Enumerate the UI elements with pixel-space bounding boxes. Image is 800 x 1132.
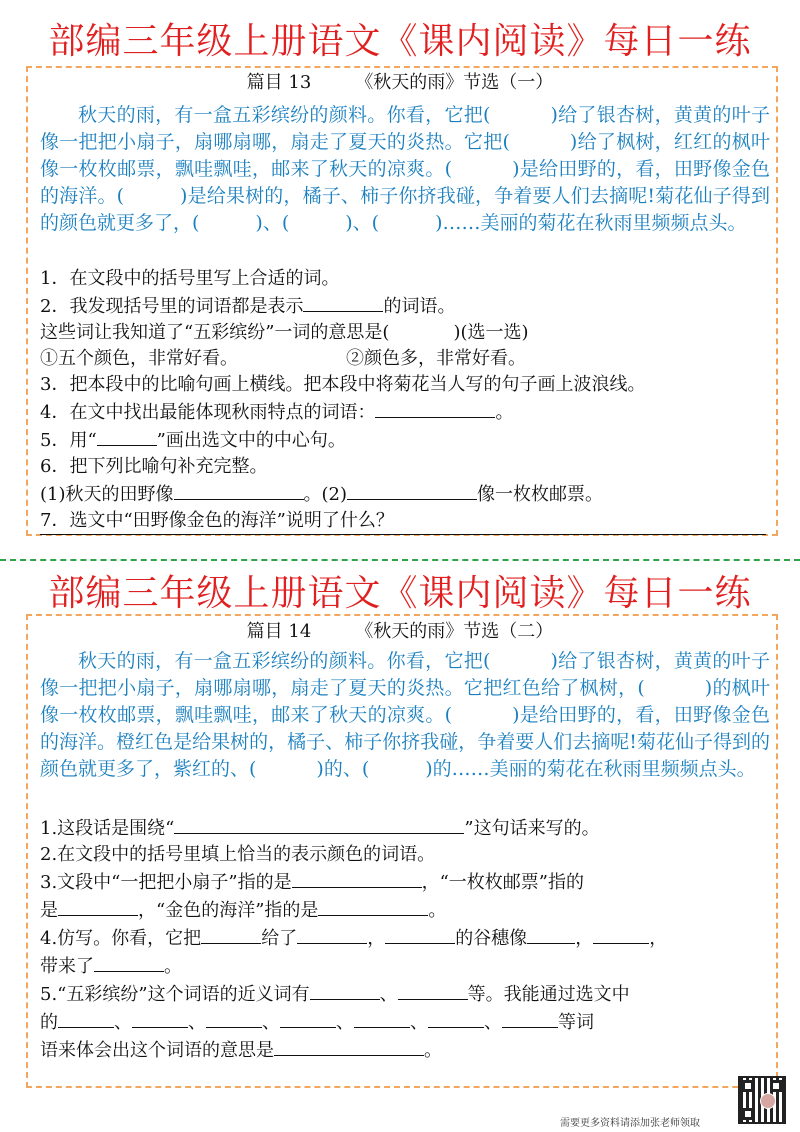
answer-blank[interactable] — [502, 1008, 558, 1028]
answer-blank[interactable] — [303, 292, 383, 312]
question-2: 2．我发现括号里的词语都是表示 的词语。 — [40, 292, 770, 320]
answer-blank[interactable] — [318, 896, 428, 916]
answer-blank[interactable] — [58, 1008, 114, 1028]
worksheet-title-2: 部编三年级上册语文《课内阅读》每日一练 — [48, 573, 752, 614]
answer-blank[interactable] — [206, 1008, 262, 1028]
question-2-options — [40, 346, 770, 372]
question-5: 5．用“ ”画出选文中的中心句。 — [40, 426, 770, 454]
answer-blank[interactable] — [297, 924, 367, 944]
exercise-number: 篇目 13 — [246, 72, 312, 93]
exercise-title: 《秋天的雨》节选（一） — [355, 72, 554, 93]
question-5-cont: 的 、 、 、 、 、 、 等词 — [40, 1008, 770, 1036]
question-3-cont: 是 ，“金色的海洋”指的是 。 — [40, 896, 770, 924]
answer-blank[interactable] — [280, 1008, 336, 1028]
answer-blank[interactable] — [398, 980, 468, 1000]
answer-blank[interactable] — [174, 814, 464, 834]
question-4: 4.仿写。你看，它把 给了 ， 的谷穗像 ， ， — [40, 924, 770, 952]
question-3: 3.文段中“一把把小扇子”指的是 ，“一枚枚邮票”指的 — [40, 868, 770, 896]
passage-1: 秋天的雨，有一盒五彩缤纷的颜料。你看，它把( )给了银杏树，黄黄的叶子像一把把小扇子，扇哪扇哪，扇走了夏天的炎热。它把( )给了枫树，红红的枫叶像一枚枚邮票，飘哇飘哇，邮来了秋天的凉爽。( )是给田野的，看，田野像金色的海洋。( )是给果树的，橘子、柿子你挤我碰，争着要人们去摘呢!菊花仙子得到的颜色就更多了，( )、( )、( )……美丽的菊花在秋雨里频频点头。 — [40, 104, 770, 234]
question-2-followup: 这些词让我知道了“五彩缤纷”一词的意思是( )(选一选) — [40, 322, 529, 343]
footer-note: 需要更多资料请添加张老师领取 — [560, 1118, 700, 1129]
answer-blank[interactable] — [274, 1036, 424, 1056]
avatar-icon — [760, 1093, 776, 1109]
worksheet-title: 部编三年级上册语文《课内阅读》每日一练 — [48, 21, 752, 62]
question-1: 1.这段话是围绕“ ”这句话来写的。 — [40, 814, 770, 842]
answer-blank[interactable] — [347, 480, 477, 500]
answer-blank[interactable] — [375, 398, 495, 418]
question-5-end: 语来体会出这个词语的意思是 。 — [40, 1036, 770, 1064]
answer-blank[interactable] — [58, 896, 138, 916]
question-5: 5.“五彩缤纷”这个词语的近义词有 、 等。我能通过选文中 — [40, 980, 770, 1008]
answer-blank[interactable] — [310, 980, 380, 1000]
section-divider — [0, 559, 800, 561]
question-4-cont: 带来了 。 — [40, 952, 770, 980]
answer-blank[interactable] — [593, 924, 649, 944]
question-6-items: (1)秋天的田野像 。(2) 像一枚枚邮票。 — [40, 480, 770, 508]
exercise-heading-2 — [0, 621, 800, 643]
answer-blank[interactable] — [174, 480, 304, 500]
answer-blank[interactable] — [97, 426, 157, 446]
question-1: 1．在文段中的括号里写上合适的词。 — [40, 268, 340, 289]
answer-blank[interactable] — [94, 952, 164, 972]
answer-blank[interactable] — [132, 1008, 188, 1028]
option-1[interactable]: ①五个颜色，非常好看。 — [40, 348, 238, 369]
question-6: 6．把下列比喻句补充完整。 — [40, 456, 268, 477]
answer-blank[interactable] — [527, 924, 575, 944]
answer-blank[interactable] — [292, 868, 422, 888]
exercise-title: 《秋天的雨》节选（二） — [355, 621, 554, 642]
question-7: 7．选文中“田野像金色的海洋”说明了什么？ — [40, 508, 766, 535]
question-4: 4．在文中找出最能体现秋雨特点的词语： 。 — [40, 398, 770, 426]
answer-blank[interactable] — [428, 1008, 484, 1028]
answer-blank[interactable] — [201, 924, 261, 944]
questions-2 — [40, 814, 770, 1064]
exercise-number: 篇目 14 — [246, 621, 312, 642]
option-2[interactable]: ②颜色多，非常好看。 — [346, 348, 526, 369]
exercise-heading-1 — [0, 72, 800, 94]
question-3: 3．把本段中的比喻句画上横线。把本段中将菊花当人写的句子画上波浪线。 — [40, 374, 646, 395]
passage-2: 秋天的雨，有一盒五彩缤纷的颜料。你看，它把( )给了银杏树，黄黄的叶子像一把把小扇子，扇哪扇哪，扇走了夏天的炎热。它把红色给了枫树，( )的枫叶像一枚枚邮票，飘哇飘哇，邮来了秋天的凉爽。( )是给田野的，看，田野像金色的海洋。橙红色是给果树的，橘子、柿子你挤我碰，争着要人们去摘呢!菊花仙子得到的颜色就更多了，紫红的、( )的、( )的……美丽的菊花在秋雨里频频点头。 — [40, 650, 770, 780]
questions-1 — [40, 266, 770, 535]
answer-blank[interactable] — [385, 924, 455, 944]
question-2: 2.在文段中的括号里填上恰当的表示颜色的词语。 — [40, 844, 436, 865]
answer-blank[interactable] — [354, 1008, 410, 1028]
